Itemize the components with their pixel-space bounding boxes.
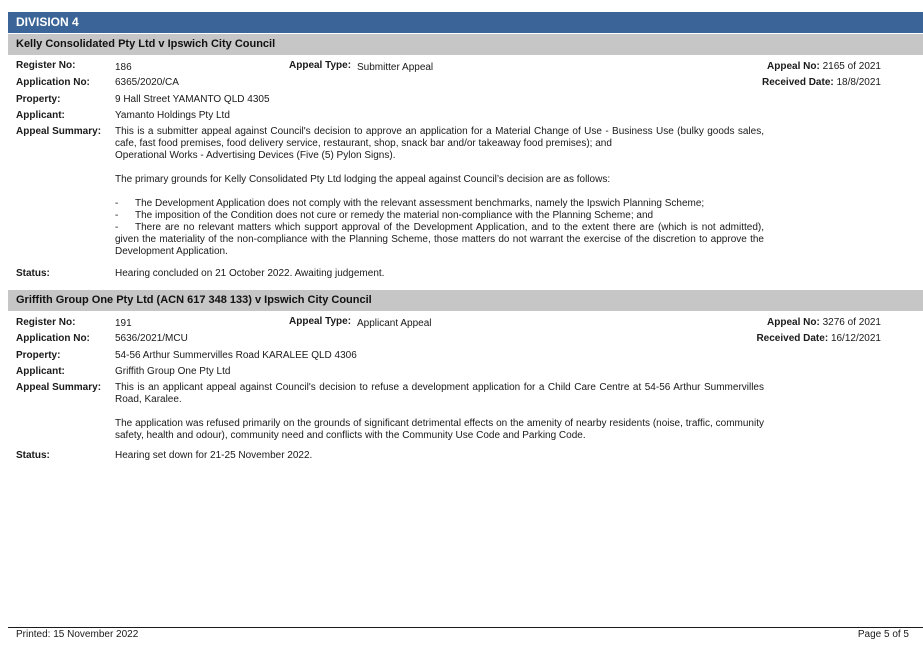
- summary-bullet: - The Development Application does not comply with the relevant assessment benchmarks, namely the Ipswich Planning Scheme;: [115, 198, 705, 209]
- appeal-no: [767, 317, 881, 328]
- application-no-label: Application No:: [16, 333, 90, 344]
- appeal-no: [767, 61, 881, 72]
- received-date: [762, 77, 881, 88]
- bullet-text: The Development Application does not comply with the relevant assessment benchmarks, namely the Ipswich Planning Scheme;: [135, 198, 705, 209]
- application-no-label: Application No:: [16, 77, 90, 88]
- register-no-value: 191: [115, 318, 132, 329]
- received-date: [756, 333, 881, 344]
- summary-paragraph: This is an applicant appeal against Council's decision to refuse a development application for a Child Care Centre at 54-56 Arthur Summervilles Road, Karalee.: [115, 382, 764, 405]
- received-date-value: 18/8/2021: [836, 77, 881, 88]
- property-label: Property:: [16, 350, 61, 361]
- register-no-label: Register No:: [16, 60, 76, 71]
- register-no-label: Register No:: [16, 317, 76, 328]
- applicant-value: Griffith Group One Pty Ltd: [115, 366, 231, 377]
- property-label: Property:: [16, 94, 61, 105]
- application-no-value: 6365/2020/CA: [115, 77, 179, 88]
- register-no-value: 186: [115, 62, 132, 73]
- appeal-summary-label: Appeal Summary:: [16, 382, 102, 393]
- appeal-summary: [115, 382, 764, 442]
- received-date-label: Received Date:: [756, 333, 829, 344]
- status-value: Hearing concluded on 21 October 2022. Awaiting judgement.: [115, 268, 385, 279]
- status-label: Status:: [16, 268, 50, 279]
- appeal-type-value: Submitter Appeal: [357, 62, 434, 73]
- page-number: Page 5 of 5: [857, 629, 909, 640]
- bullet-text: The imposition of the Condition does not cure or remedy the material non-compliance with the Planning Scheme; and: [135, 210, 654, 221]
- applicant-label: Applicant:: [16, 110, 65, 121]
- property-value: 9 Hall Street YAMANTO QLD 4305: [115, 94, 270, 105]
- case-title: Griffith Group One Pty Ltd (ACN 617 348 133) v Ipswich City Council: [8, 290, 923, 311]
- case-title: Kelly Consolidated Pty Ltd v Ipswich City Council: [8, 34, 923, 55]
- appeal-no-value: 2165 of 2021: [822, 61, 881, 72]
- status-label: Status:: [16, 450, 50, 461]
- appeal-summary: [115, 126, 764, 258]
- summary-paragraph: The primary grounds for Kelly Consolidated Pty Ltd lodging the appeal against Council’s decision are as follows:: [115, 174, 611, 185]
- printed-date: Printed: 15 November 2022: [16, 629, 139, 640]
- applicant-label: Applicant:: [16, 366, 65, 377]
- application-no-value: 5636/2021/MCU: [115, 333, 188, 344]
- appeal-type-label: Appeal Type:: [289, 316, 352, 327]
- appeal-no-value: 3276 of 2021: [822, 317, 881, 328]
- summary-paragraph: The application was refused primarily on the grounds of significant detrimental effects on the amenity of nearby residents (noise, traffic, community safety, health and odour), community need and conflicts with the Community Use Code and Parking Code.: [115, 418, 764, 441]
- summary-paragraph: This is a submitter appeal against Council's decision to approve an application for a Material Change of Use - Business Use (bulky goods sales, cafe, fast food premises, food delivery service, restaurant, shop, snack bar and/or takeaway food premises); and: [115, 126, 764, 149]
- summary-bullet: - There are no relevant matters which support approval of the Development Application, and to the extent there are (which is not admitted), given the materiality of the non-compliance with the Planning Scheme, those matters do not warrant the exercise of the discretion to approve the Development Application.: [115, 222, 764, 257]
- summary-paragraph: Operational Works - Advertising Devices (Five (5) Pylon Signs).: [115, 150, 396, 161]
- appeal-type-label: Appeal Type:: [289, 60, 352, 71]
- status-value: Hearing set down for 21-25 November 2022.: [115, 450, 313, 461]
- received-date-label: Received Date:: [762, 77, 834, 88]
- appeal-no-label: Appeal No:: [767, 61, 820, 72]
- bullet-text: There are no relevant matters which support approval of the Development Application, and to the extent there are (which is not admitted), given the materiality of the non-compliance with the Planning Scheme, those matters do not warrant the exercise of the discretion to approve the Development Application.: [115, 222, 764, 257]
- appeal-no-label: Appeal No:: [767, 317, 820, 328]
- footer-divider: [8, 627, 923, 628]
- summary-bullet: - The imposition of the Condition does not cure or remedy the material non-compliance with the Planning Scheme; and: [115, 210, 654, 221]
- division-header: DIVISION 4: [8, 12, 923, 33]
- received-date-value: 16/12/2021: [830, 333, 881, 344]
- appeal-type-value: Applicant Appeal: [357, 318, 432, 329]
- property-value: 54-56 Arthur Summervilles Road KARALEE QLD 4306: [115, 350, 357, 361]
- applicant-value: Yamanto Holdings Pty Ltd: [115, 110, 230, 121]
- appeal-summary-label: Appeal Summary:: [16, 126, 102, 137]
